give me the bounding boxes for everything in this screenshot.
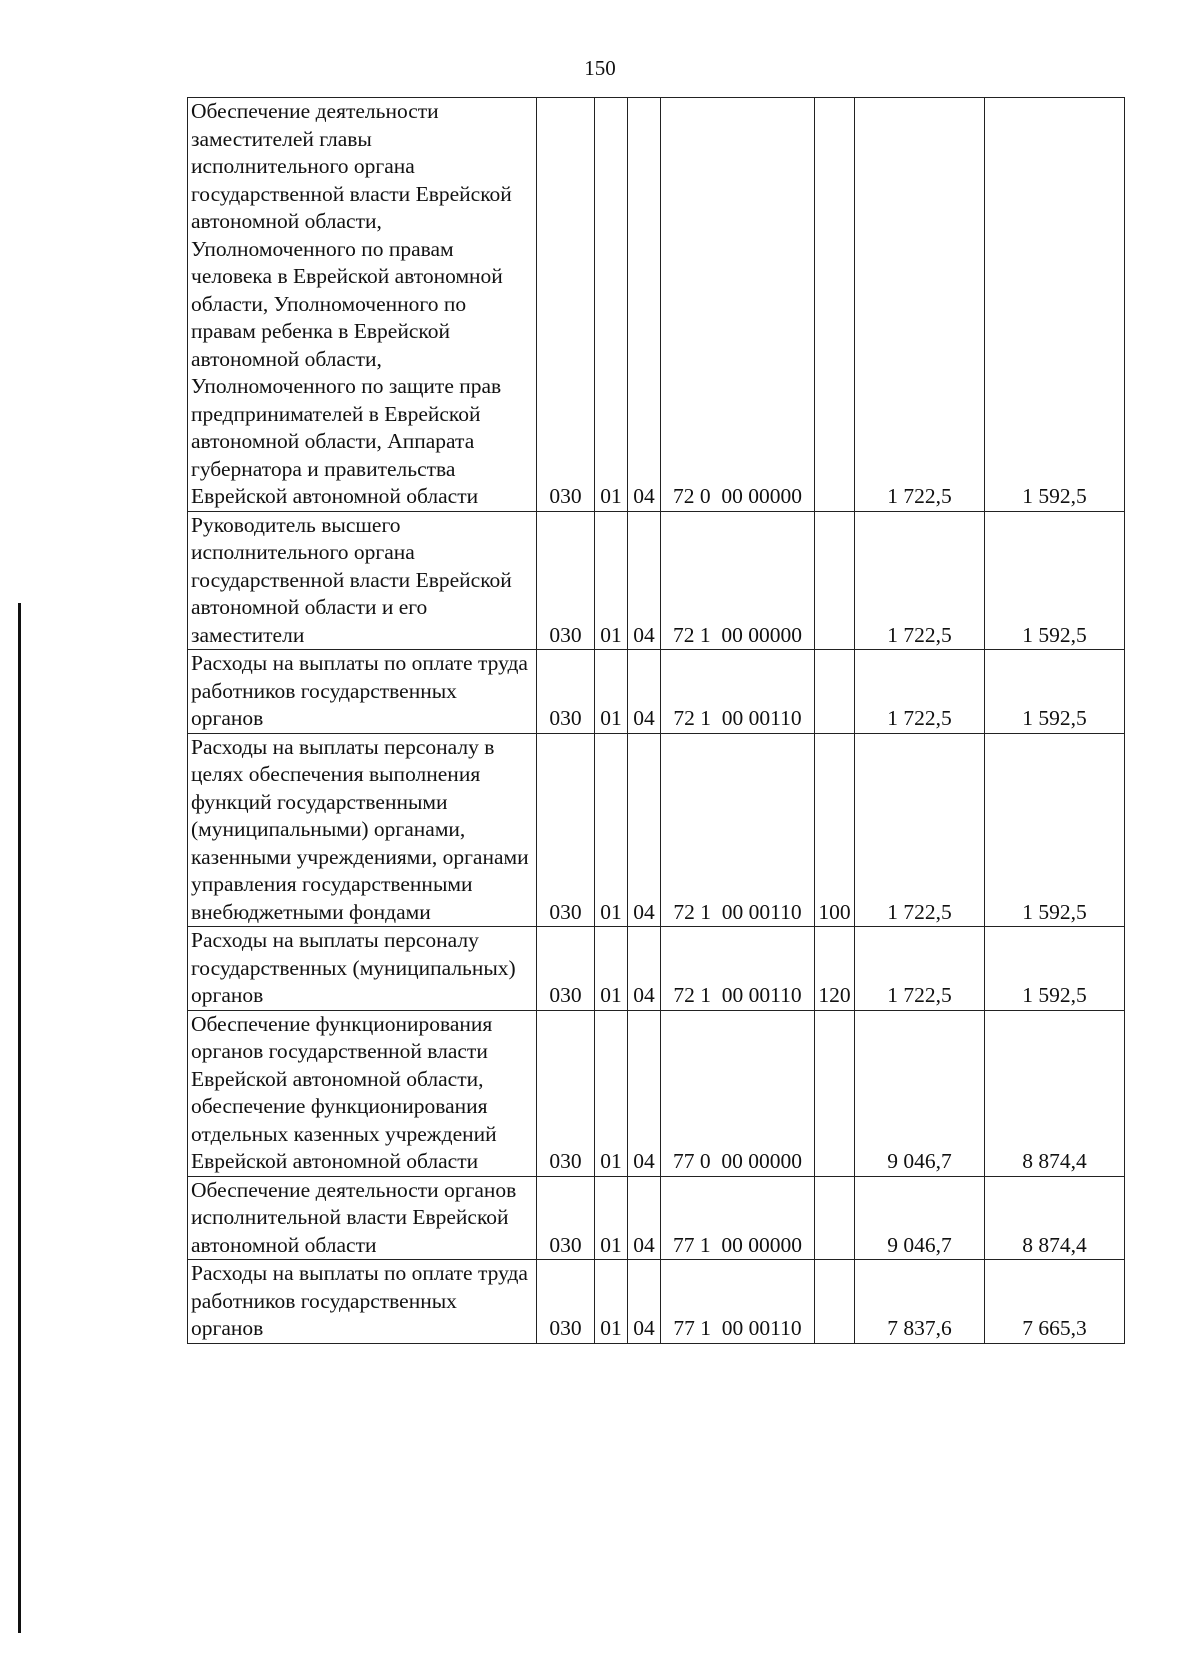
section-code: 01 — [595, 1176, 628, 1260]
subsection-code: 04 — [628, 1260, 661, 1344]
table-row — [188, 650, 1125, 734]
expense-type-code — [815, 98, 855, 512]
expense-name: Расходы на выплаты по оплате труда работников государственных органов — [188, 1260, 537, 1344]
amount-year-2: 1 592,5 — [985, 511, 1125, 650]
ministry-code: 030 — [537, 733, 595, 927]
section-code: 01 — [595, 733, 628, 927]
page-number: 150 — [584, 56, 616, 80]
amount-year-1: 9 046,7 — [855, 1176, 985, 1260]
ministry-code: 030 — [537, 511, 595, 650]
expense-type-code — [815, 1260, 855, 1344]
target-article-code: 72 1 00 00110 — [661, 733, 815, 927]
amount-year-2: 8 874,4 — [985, 1176, 1125, 1260]
ministry-code: 030 — [537, 1260, 595, 1344]
amount-year-1: 1 722,5 — [855, 927, 985, 1011]
subsection-code: 04 — [628, 1176, 661, 1260]
table-row — [188, 98, 1125, 512]
amount-year-2: 8 874,4 — [985, 1010, 1125, 1176]
amount-year-2: 1 592,5 — [985, 733, 1125, 927]
target-article-code: 77 1 00 00000 — [661, 1176, 815, 1260]
subsection-code: 04 — [628, 927, 661, 1011]
section-code: 01 — [595, 511, 628, 650]
section-code: 01 — [595, 1260, 628, 1344]
section-code: 01 — [595, 650, 628, 734]
expense-type-code — [815, 511, 855, 650]
subsection-code: 04 — [628, 733, 661, 927]
expense-name: Расходы на выплаты по оплате труда работников государственных органов — [188, 650, 537, 734]
margin-rule — [18, 603, 21, 1633]
subsection-code: 04 — [628, 98, 661, 512]
expense-name: Обеспечение деятельности заместителей главы исполнительного органа государственной власти Еврейской автономной области, Уполномоченного по правам человека в Еврейской автономной области, Уполномоченного по правам ребенка в Еврейской автономной области, Уполномоченного по защите прав предпринимателей в Еврейской автономной области, Аппарата губернатора и правительства Еврейской автономной области — [188, 98, 537, 512]
ministry-code: 030 — [537, 1176, 595, 1260]
ministry-code: 030 — [537, 98, 595, 512]
table-row — [188, 927, 1125, 1011]
target-article-code: 72 1 00 00000 — [661, 511, 815, 650]
amount-year-2: 1 592,5 — [985, 927, 1125, 1011]
target-article-code: 72 0 00 00000 — [661, 98, 815, 512]
amount-year-1: 9 046,7 — [855, 1010, 985, 1176]
subsection-code: 04 — [628, 511, 661, 650]
target-article-code: 72 1 00 00110 — [661, 927, 815, 1011]
amount-year-1: 1 722,5 — [855, 511, 985, 650]
expense-name: Расходы на выплаты персоналу в целях обеспечения выполнения функций государственными (муниципальными) органами, казенными учреждениями, органами управления государственными внебюджетными фондами — [188, 733, 537, 927]
subsection-code: 04 — [628, 650, 661, 734]
target-article-code: 77 1 00 00110 — [661, 1260, 815, 1344]
target-article-code: 72 1 00 00110 — [661, 650, 815, 734]
expense-type-code — [815, 650, 855, 734]
expense-name: Обеспечение функционирования органов государственной власти Еврейской автономной области, обеспечение функционирования отдельных казенных учреждений Еврейской автономной области — [188, 1010, 537, 1176]
amount-year-2: 1 592,5 — [985, 98, 1125, 512]
ministry-code: 030 — [537, 927, 595, 1011]
section-code: 01 — [595, 98, 628, 512]
expense-type-code — [815, 1010, 855, 1176]
expense-type-code: 120 — [815, 927, 855, 1011]
expense-name: Расходы на выплаты персоналу государственных (муниципальных) органов — [188, 927, 537, 1011]
amount-year-1: 7 837,6 — [855, 1260, 985, 1344]
expense-type-code — [815, 1176, 855, 1260]
expense-name: Руководитель высшего исполнительного органа государственной власти Еврейской автономной области и его заместители — [188, 511, 537, 650]
table-row — [188, 1260, 1125, 1344]
expense-name: Обеспечение деятельности органов исполнительной власти Еврейской автономной области — [188, 1176, 537, 1260]
table-row — [188, 1176, 1125, 1260]
table-row — [188, 511, 1125, 650]
section-code: 01 — [595, 927, 628, 1011]
table-row — [188, 1010, 1125, 1176]
amount-year-1: 1 722,5 — [855, 650, 985, 734]
target-article-code: 77 0 00 00000 — [661, 1010, 815, 1176]
expense-type-code: 100 — [815, 733, 855, 927]
amount-year-1: 1 722,5 — [855, 98, 985, 512]
amount-year-2: 1 592,5 — [985, 650, 1125, 734]
ministry-code: 030 — [537, 650, 595, 734]
amount-year-2: 7 665,3 — [985, 1260, 1125, 1344]
ministry-code: 030 — [537, 1010, 595, 1176]
budget-table — [187, 97, 1125, 1344]
subsection-code: 04 — [628, 1010, 661, 1176]
section-code: 01 — [595, 1010, 628, 1176]
table-row — [188, 733, 1125, 927]
amount-year-1: 1 722,5 — [855, 733, 985, 927]
